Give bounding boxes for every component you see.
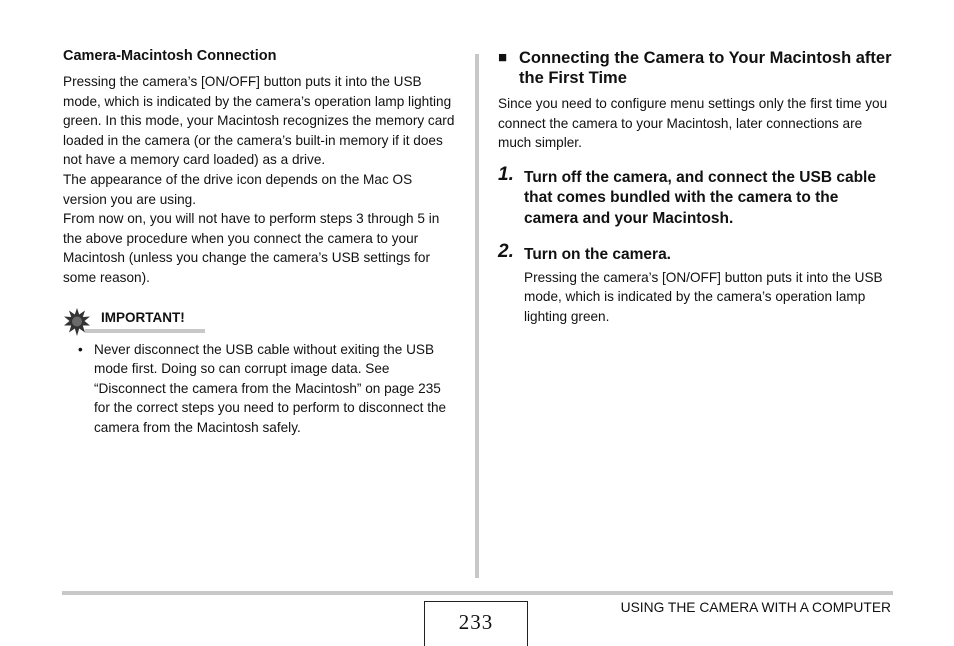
section-heading (498, 48, 893, 88)
column-divider (475, 54, 479, 578)
intro-paragraph: Since you need to configure menu settings only the first time you connect the camera to your Macintosh, later connections are much simpler. (498, 96, 888, 151)
section-title: Camera-Macintosh Connection (63, 48, 277, 64)
right-column (498, 48, 893, 327)
paragraph: From now on, you will not have to perform steps 3 through 5 in the above procedure when you connect the camera to your Macintosh (unless you change the camera’s USB settings for some reason). (63, 211, 440, 285)
important-label: IMPORTANT! (101, 309, 185, 325)
left-column (63, 48, 459, 438)
step-number: 1. (498, 163, 514, 185)
step-title: Turn on the camera. (524, 246, 671, 264)
list-item-text: Never disconnect the USB cable without exiting the USB mode first. Doing so can corrupt image data. See “Disconnect the camera from the Macintosh” on page 235 for the correct steps you need to perform to disconnect the camera from the Macintosh safely. (94, 341, 447, 435)
paragraph: The appearance of the drive icon depends on the Mac OS version you are using. (63, 171, 413, 207)
step-title: Turn off the camera, and connect the USB cable that comes bundled with the camera to the camera and your Macintosh. (524, 168, 876, 227)
paragraph: Pressing the camera’s [ON/OFF] button puts it into the USB mode, which is indicated by the camera’s operation lamp lighting green. In this mode, your Macintosh recognizes the memory card loaded in the camera (or the camera’s built-in memory if it does not have a memory card loaded) as a drive. (63, 74, 455, 168)
bullet-icon: • (78, 341, 83, 357)
square-bullet-icon: ■ (498, 49, 508, 66)
list-item (63, 340, 459, 438)
page-number: 233 (424, 601, 528, 646)
important-notice (63, 310, 459, 336)
step-2 (498, 241, 893, 326)
chapter-title: USING THE CAMERA WITH A COMPUTER (620, 600, 891, 615)
footer-rule (62, 591, 893, 595)
step-1 (498, 163, 893, 230)
starburst-icon (63, 308, 91, 336)
step-description: Pressing the camera’s [ON/OFF] button puts it into the USB mode, which is indicated by the camera’s operation lamp lighting green. (524, 269, 883, 324)
step-number: 2. (498, 241, 514, 263)
important-underline (85, 329, 205, 333)
section-heading-text: Connecting the Camera to Your Macintosh after the First Time (519, 49, 892, 87)
